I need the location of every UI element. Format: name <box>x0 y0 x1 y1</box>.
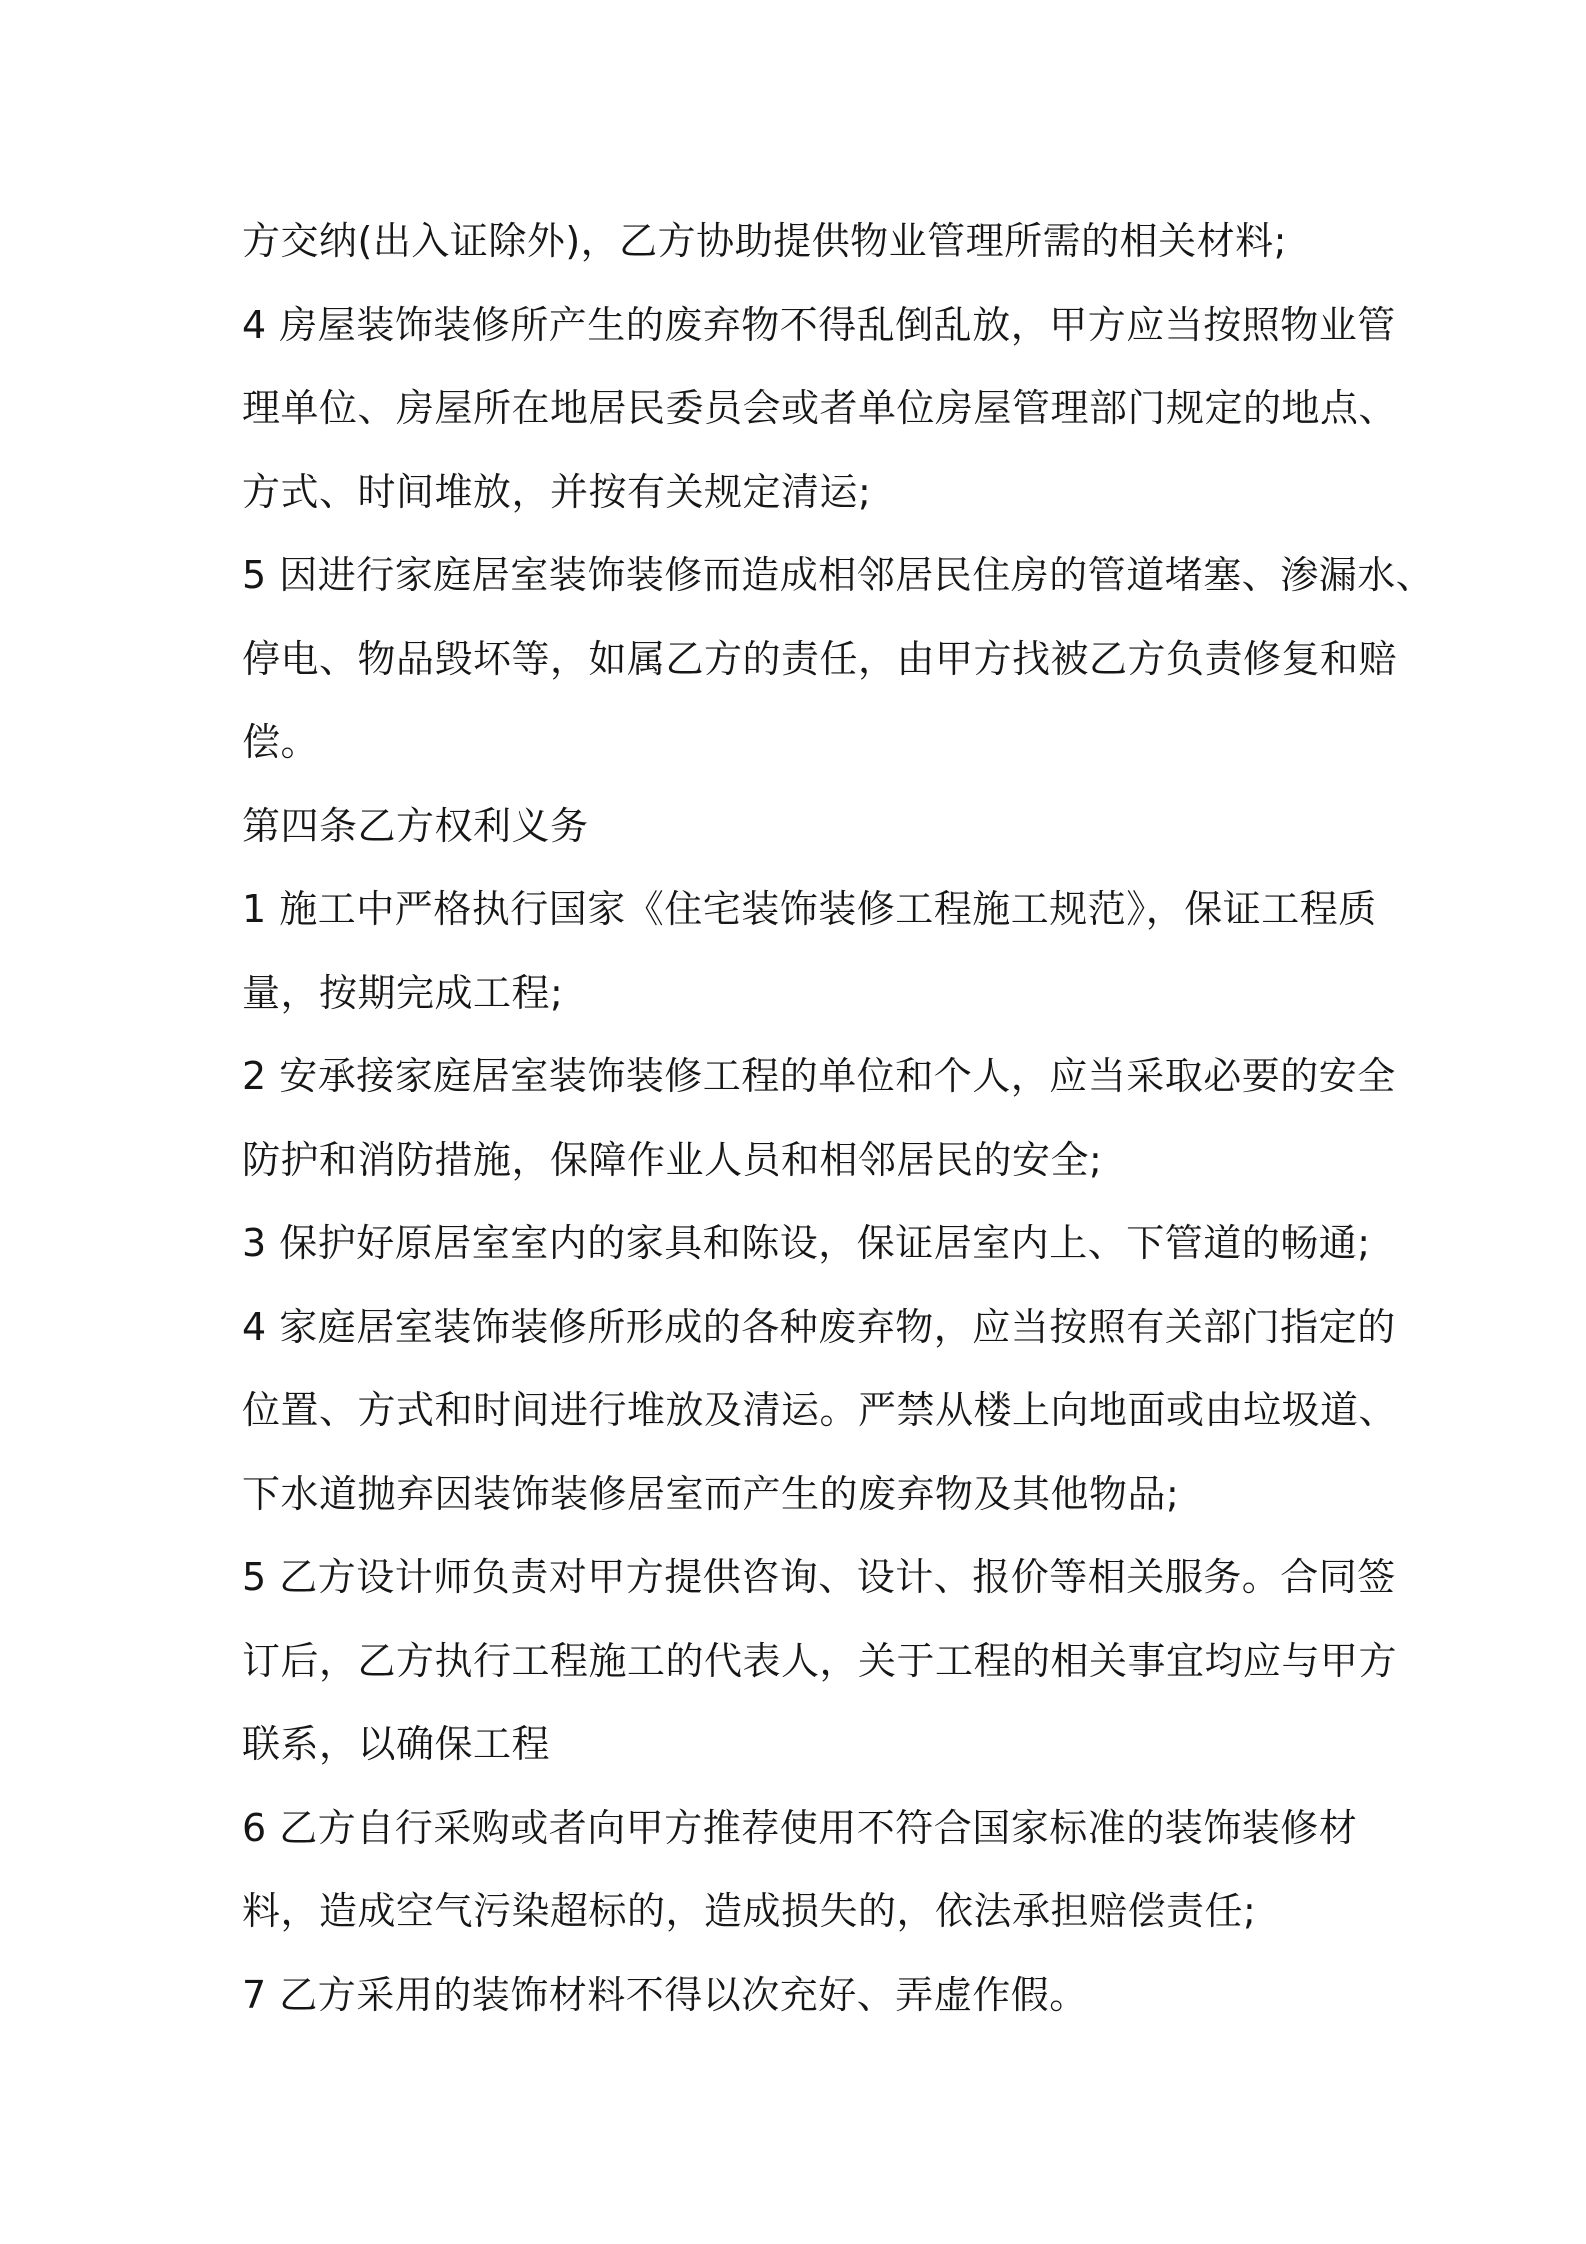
text-line: 订后，乙方执行工程施工的代表人，关于工程的相关事宜均应与甲方 <box>242 1638 1398 1683</box>
text-line: 联系，以确保工程 <box>242 1722 551 1766</box>
text-line: 2 安承接家庭居室装饰装修工程的单位和个人，应当采取必要的安全 <box>242 1054 1396 1098</box>
text-line: 1 施工中严格执行国家《住宅装饰装修工程施工规范》，保证工程质 <box>242 887 1377 931</box>
text-line: 3 保护好原居室室内的家具和陈设，保证居室内上、下管道的畅通; <box>242 1221 1371 1265</box>
text-line: 6 乙方自行采购或者向甲方推荐使用不符合国家标准的装饰装修材 <box>242 1805 1358 1850</box>
text-line: 7 乙方采用的装饰材料不得以次充好、弄虚作假。 <box>242 1972 1088 2017</box>
text-line: 5 乙方设计师负责对甲方提供咨询、设计、报价等相关服务。合同签 <box>242 1555 1396 1599</box>
text-line: 5 因进行家庭居室装饰装修而造成相邻居民住房的管道堵塞、渗漏水、 <box>242 553 1435 597</box>
section-heading: 第四条乙方权利义务 <box>242 803 589 848</box>
text-line: 停电、物品毁坏等，如属乙方的责任，由甲方找被乙方负责修复和赔 <box>242 636 1398 681</box>
text-line: 防护和消防措施，保障作业人员和相邻居民的安全; <box>242 1137 1103 1182</box>
text-line: 理单位、房屋所在地居民委员会或者单位房屋管理部门规定的地点、 <box>242 386 1398 430</box>
text-line: 料，造成空气污染超标的，造成损失的，依法承担赔偿责任; <box>242 1889 1257 1933</box>
text-line: 量，按期完成工程; <box>242 970 564 1015</box>
text-line: 方交纳(出入证除外)，乙方协助提供物业管理所需的相关材料; <box>242 219 1287 263</box>
text-line: 下水道抛弃因装饰装修居室而产生的废弃物及其他物品; <box>242 1471 1180 1516</box>
text-line: 4 房屋装饰装修所产生的废弃物不得乱倒乱放，甲方应当按照物业管 <box>242 302 1396 347</box>
text-line: 偿。 <box>242 720 320 764</box>
text-line: 位置、方式和时间进行堆放及清运。严禁从楼上向地面或由垃圾道、 <box>242 1388 1398 1432</box>
text-line: 方式、时间堆放，并按有关规定清运; <box>242 469 872 514</box>
document-body <box>242 200 1435 2037</box>
text-line: 4 家庭居室装饰装修所形成的各种废弃物，应当按照有关部门指定的 <box>242 1304 1396 1349</box>
